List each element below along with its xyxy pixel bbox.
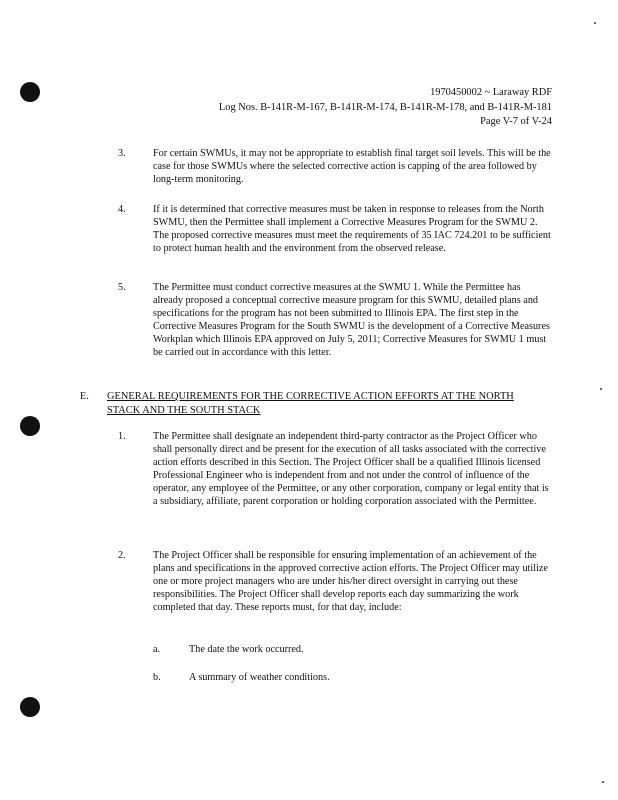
item-paragraph <box>153 147 553 186</box>
sub-item-text: A summary of weather conditions. <box>189 672 330 683</box>
item-paragraph <box>153 430 553 508</box>
item-text: For certain SWMUs, it may not be appropriate to establish final target soil levels. This will be the case for those SWMUs where the selected corrective action is capping of the area followed by long-term monitoring. <box>153 148 551 185</box>
punch-hole-top <box>20 82 40 102</box>
header-page-number: Page V-7 of V-24 <box>480 116 552 127</box>
item-text: The Project Officer shall be responsible for ensuring implementation of an achievement of the plans and specifications in the approved corrective action efforts. The Project Officer may utilize one or more project managers who are under his/her direct oversight in carrying out these responsibilities. The Project Officer shall develop reports each day summarizing the work completed that day. These reports must, for that day, include: <box>153 550 548 613</box>
sub-item-letter: b. <box>153 672 161 683</box>
punch-hole-bottom <box>20 697 40 717</box>
item-text: The Permittee must conduct corrective measures at the SWMU 1. While the Permittee has already proposed a conceptual corrective measure program for this SWMU, detailed plans and specifications for the program has not been submitted to Illinois EPA. The first step in the Corrective Measures Program for the South SWMU is the development of a Corrective Measures Workplan which Illinois EPA approved on July 5, 2011; Corrective Measures for SWMU 1 must be carried out in accordance with this letter. <box>153 282 550 358</box>
item-paragraph <box>153 281 553 359</box>
item-number: 5. <box>118 282 126 293</box>
header-log-numbers: Log Nos. B-141R-M-167, B-141R-M-174, B-141R-M-178, and B-141R-M-181 <box>218 101 552 113</box>
item-number: 3. <box>118 148 126 159</box>
item-number: 1. <box>118 431 126 442</box>
page-header <box>132 86 552 130</box>
sub-item-letter: a. <box>153 644 161 655</box>
section-letter: E. <box>80 391 89 402</box>
scan-speck <box>594 22 596 24</box>
item-text: The Permittee shall designate an independent third-party contractor as the Project Officer who shall personally direct and be present for the execution of all tasks associated with the corrective action efforts described in this Section. The Project Officer shall be a qualified Illinois licensed Professional Engineer who is independent from and not under the control of influence of the operator, any employee of the Permittee, or any other corporation, company or legal entity that is a subsidiary, affiliate, parent corporation or holding corporation associated with the Permittee. <box>153 431 549 507</box>
item-paragraph <box>153 549 553 614</box>
sub-item-text: The date the work occurred. <box>189 644 304 655</box>
scan-speck <box>600 388 602 390</box>
item-text: If it is determined that corrective measures must be taken in response to releases from the North SWMU, then the Permittee shall implement a Corrective Measures Program for the SWMU 2. The proposed corrective measures must meet the requirements of 35 IAC 724.201 to be sufficient to protect human health and the environment from the observed release. <box>153 204 551 254</box>
item-number: 2. <box>118 550 126 561</box>
header-facility-id: 1970450002 ~ Laraway RDF <box>430 87 552 98</box>
scan-speck <box>602 781 604 783</box>
item-paragraph <box>153 203 553 255</box>
punch-hole-middle <box>20 416 40 436</box>
section-title: GENERAL REQUIREMENTS FOR THE CORRECTIVE ACTION EFFORTS AT THE NORTH STACK AND THE SOUTH STACK <box>107 391 514 416</box>
item-number: 4. <box>118 204 126 215</box>
